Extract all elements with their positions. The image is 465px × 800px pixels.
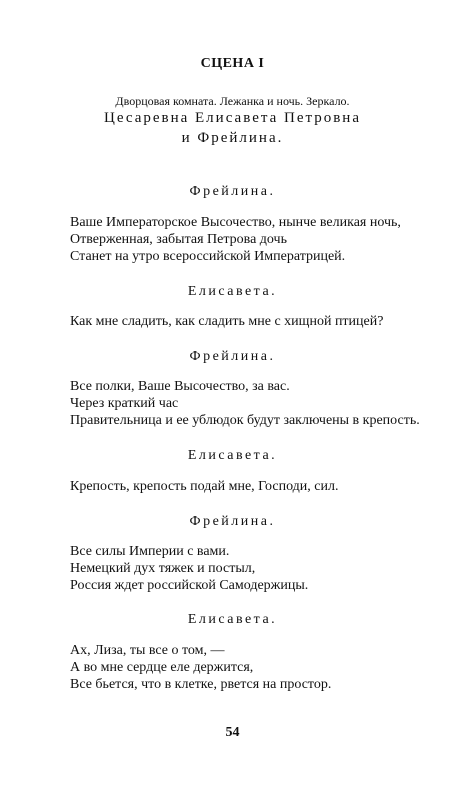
verse-line: Станет на утро всероссийской Императрицей.: [70, 249, 346, 264]
verse-line: Все силы Империи с вами.: [70, 544, 230, 559]
verse-line: Ах, Лиза, ты все о том, —: [70, 643, 225, 658]
verse-block: [70, 313, 383, 330]
speaker-name: Елисавета.: [187, 284, 278, 299]
speaker-name: Елисавета.: [187, 612, 278, 627]
verse-block: [70, 642, 331, 693]
verse-line: Как мне сладить, как сладить мне с хищной птицей?: [70, 314, 384, 329]
stage-direction: Дворцовая комната. Лежанка и ночь. Зеркало.: [115, 94, 350, 108]
scene-title: СЦЕНА I: [200, 56, 265, 71]
speaker-name: Фрейлина.: [189, 514, 276, 529]
verse-block: [70, 214, 401, 265]
verse-line: Немецкий дух тяжек и постыл,: [70, 561, 256, 576]
verse-line: Все полки, Ваше Высочество, за вас.: [70, 379, 290, 394]
speaker-name: Фрейлина.: [189, 349, 276, 364]
verse-block: [70, 378, 420, 429]
verse-line: А во мне сердце еле держится,: [70, 660, 254, 675]
verse-line: Все бьется, что в клетке, рвется на простор.: [70, 677, 332, 692]
verse-line: Ваше Императорское Высочество, нынче великая ночь,: [70, 215, 401, 230]
verse-block: [70, 478, 339, 495]
cast-line-1: Цесаревна Елисавета Петровна: [103, 110, 361, 126]
verse-line: Отверженная, забытая Петрова дочь: [70, 232, 287, 247]
cast-line-2: и Фрейлина.: [181, 130, 284, 146]
verse-block: [70, 543, 308, 594]
page-number: 54: [225, 725, 240, 740]
verse-line: Правительница и ее ублюдок будут заключены в крепость.: [70, 413, 420, 428]
verse-line: Россия ждет российской Самодержицы.: [70, 578, 309, 593]
speaker-name: Фрейлина.: [189, 184, 276, 199]
speaker-name: Елисавета.: [187, 448, 278, 463]
verse-line: Через краткий час: [70, 396, 179, 411]
verse-line: Крепость, крепость подай мне, Господи, сил.: [70, 479, 339, 494]
